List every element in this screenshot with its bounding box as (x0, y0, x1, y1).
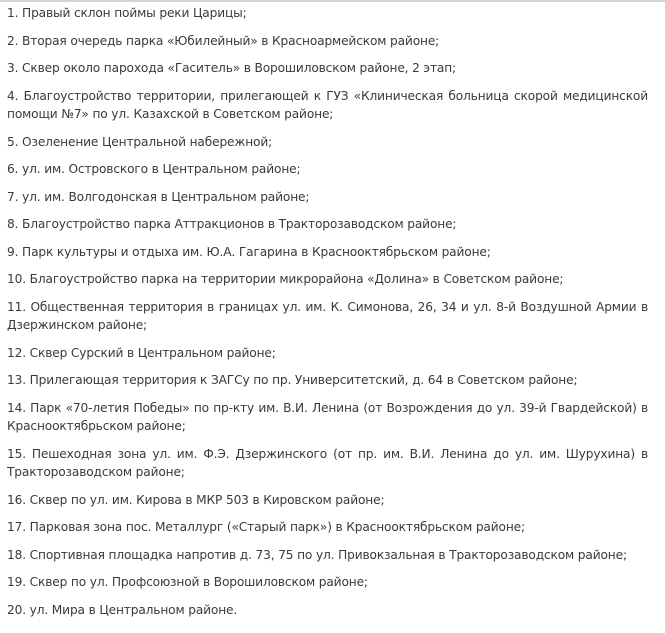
list-item: 20. ул. Мира в Центральном районе. (7, 602, 238, 617)
list-item: 3. Сквер около парохода «Гаситель» в Ворошиловском районе, 2 этап; (7, 61, 457, 75)
list-item: 4. Благоустройство территории, прилегающей к ГУЗ «Клиническая больница скорой медицинской помощи №7» по ул. Казахской в Советском районе; (7, 88, 648, 121)
top-divider (0, 0, 665, 2)
list-item: 6. ул. им. Островского в Центральном районе; (7, 162, 301, 176)
list-item: 17. Парковая зона пос. Металлург («Старый парк») в Краснооктябрьском районе; (7, 520, 525, 534)
list-item: 9. Парк культуры и отдыха им. Ю.А. Гагарина в Краснооктябрьском районе; (7, 244, 491, 259)
list-item: 19. Сквер по ул. Профсоюзной в Ворошиловском районе; (7, 575, 368, 589)
territory-list (7, 4, 648, 619)
list-item: 10. Благоустройство парка на территории микрорайона «Долина» в Советском районе; (7, 272, 564, 286)
list-item: 11. Общественная территория в границах ул. им. К. Симонова, 26, 34 и ул. 8-й Воздушной Армии в Дзержинском районе; (7, 299, 648, 332)
list-item: 8. Благоустройство парка Аттракционов в Тракторозаводском районе; (7, 217, 457, 231)
list-item: 18. Спортивная площадка напротив д. 73, 75 по ул. Привокзальная в Тракторозаводском районе; (7, 547, 627, 562)
list-item: 5. Озеленение Центральной набережной; (7, 134, 273, 149)
list-item: 7. ул. им. Волгодонская в Центральном районе; (7, 189, 310, 204)
list-item: 12. Сквер Сурский в Центральном районе; (7, 345, 276, 360)
list-item: 13. Прилегающая территория к ЗАГСу по пр. Университетский, д. 64 в Советском районе; (7, 373, 578, 387)
list-item: 15. Пешеходная зона ул. им. Ф.Э. Дзержинского (от пр. им. В.И. Ленина до ул. им. Шурухина) в Тракторозаводском районе; (7, 446, 648, 479)
list-item: 16. Сквер по ул. им. Кирова в МКР 503 в Кировском районе; (7, 492, 385, 507)
list-item: 1. Правый склон поймы реки Царицы; (7, 6, 247, 20)
list-item: 14. Парк «70-летия Победы» по пр-кту им. В.И. Ленина (от Возрождения до ул. 39-й Гвардейской) в Краснооктябрьском районе; (7, 400, 648, 433)
list-item: 2. Вторая очередь парка «Юбилейный» в Красноармейском районе; (7, 33, 440, 48)
